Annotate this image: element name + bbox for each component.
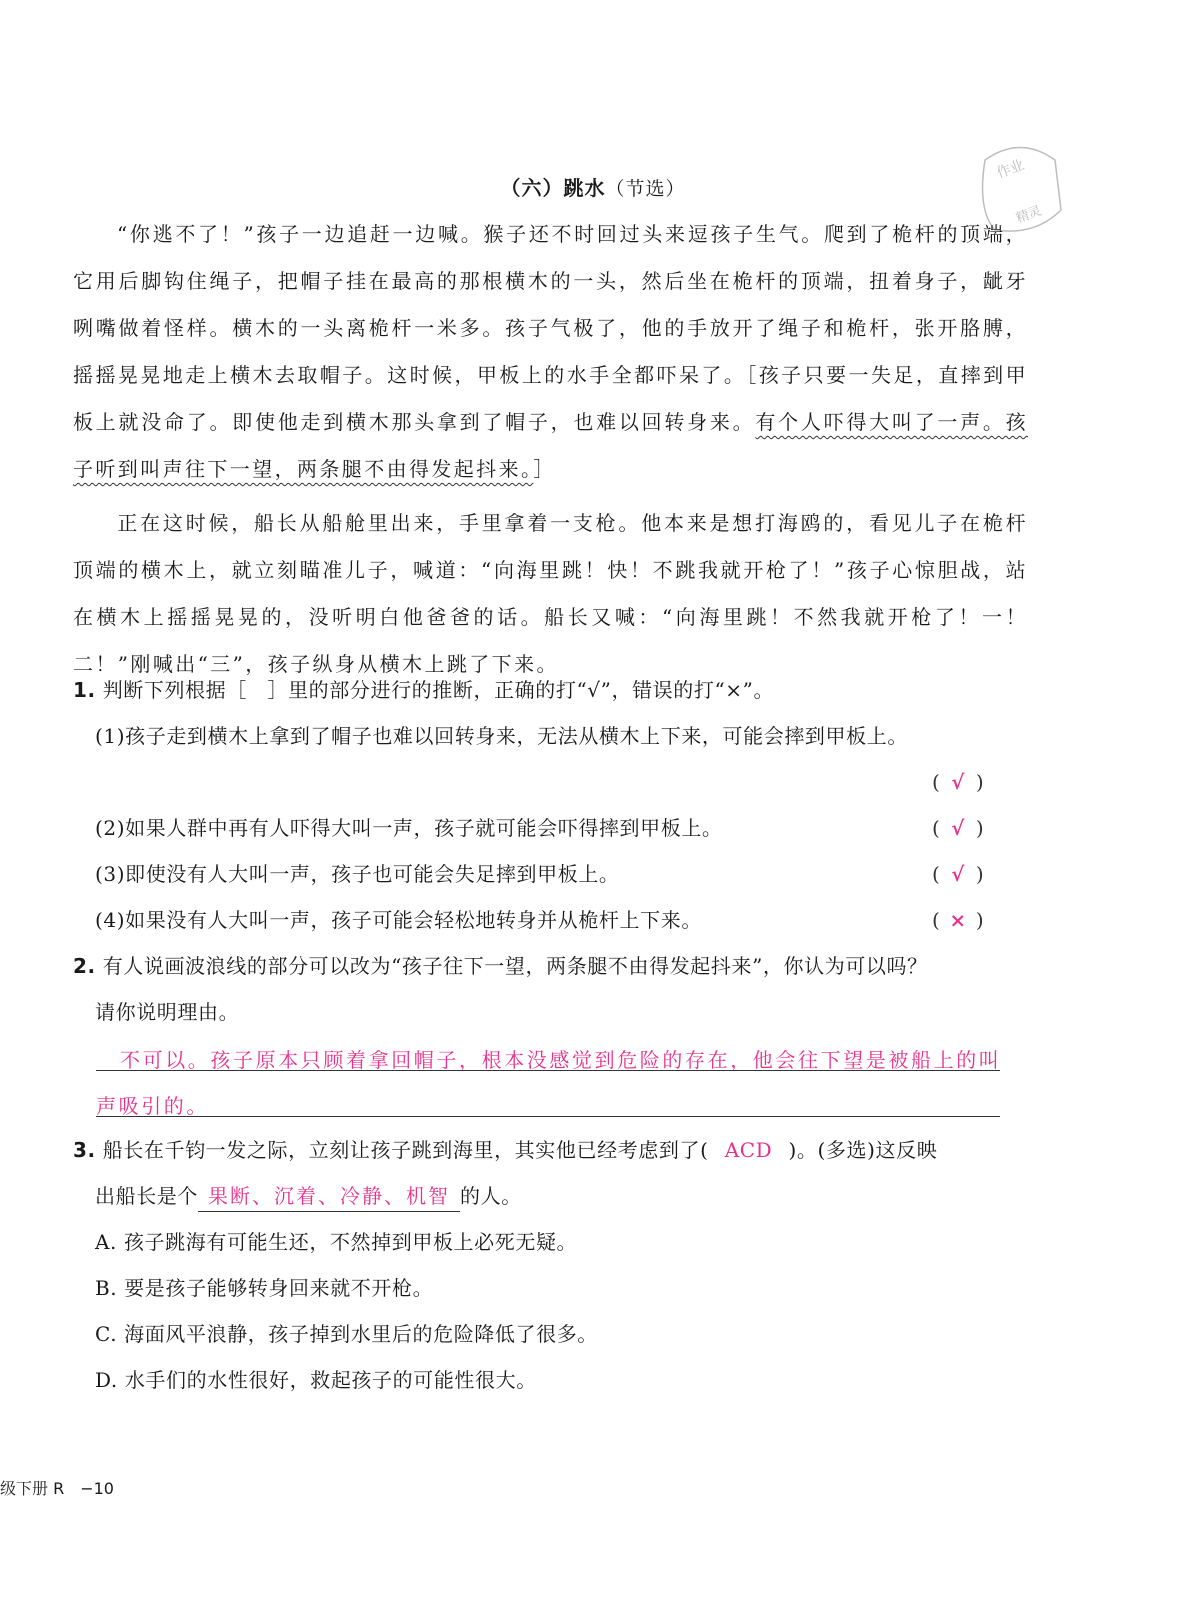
q1-answer-4: ( × )	[932, 905, 984, 935]
question-number: 3.	[73, 1138, 96, 1162]
check-mark: √	[951, 816, 965, 840]
passage-p1-end: ］	[533, 457, 556, 481]
q3-choice-answer: ACD	[724, 1138, 773, 1162]
page-footer: 级下册 R −10	[0, 1479, 114, 1498]
option-c: C. 海面风平浪静，孩子掉到水里后的危险降低了很多。	[95, 1322, 598, 1346]
passage-p2-text: 正在这时候，船长从船舱里出来，手里拿着一支枪。他本来是想打海鸥的，看见儿子在桅杆顶端的横木上，就立刻瞄准儿子，喊道：“向海里跳！快！不跳我就开枪了！”孩子心惊胆战，站在横木上摇摇晃晃的，没听明白他爸爸的话。船长又喊：“向海里跳！不然我就开枪了！一！二！”刚喊出“三”，孩子纵身从横木上跳了下来。	[73, 511, 1028, 676]
q1-item-3: (3)即使没有人大叫一声，孩子也可能会失足摔到甲板上。	[95, 862, 620, 886]
question-number: 2.	[73, 954, 96, 978]
q2-answer-line1: 不可以。孩子原本只顾着拿回帽子，根本没感觉到危险的存在，他会往下望是被船上的叫	[120, 1048, 1002, 1072]
question-2	[73, 951, 928, 981]
question-3-text-a: 船长在千钧一发之际，立刻让孩子跳到海里，其实他已经考虑到了(	[102, 1138, 709, 1162]
svg-text:精灵: 精灵	[1014, 203, 1044, 227]
question-1-text: 判断下列根据［ ］里的部分进行的推断，正确的打“√”，错误的打“×”。	[102, 678, 775, 702]
answer-line	[96, 1070, 1000, 1071]
question-3	[73, 1135, 937, 1165]
option-d: D. 水手们的水性很好，救起孩子的可能性很大。	[95, 1368, 537, 1392]
q1-item-4: (4)如果没有人大叫一声，孩子可能会轻松地转身并从桅杆上下来。	[95, 908, 702, 932]
answer-line	[96, 1116, 1000, 1117]
question-1	[73, 675, 774, 705]
q1-item-1: (1)孩子走到横木上拿到了帽子也难以回转身来，无法从横木上下来，可能会摔到甲板上。	[95, 724, 908, 748]
passage-paragraph-1	[73, 211, 1028, 493]
q2-answer-line2: 声吸引的。	[96, 1094, 209, 1118]
q1-answer-3: ( √ )	[932, 859, 984, 889]
title-main: （六）跳水	[500, 176, 606, 200]
question-3-line2: 出船长是个 果断、沉着、冷静、机智 的人。	[95, 1181, 522, 1212]
svg-text:作业: 作业	[994, 157, 1027, 182]
question-2-text-line2: 请你说明理由。	[95, 1000, 240, 1024]
q1-item-2: (2)如果人群中再有人吓得大叫一声，孩子就可能会吓得摔到甲板上。	[95, 816, 723, 840]
question-number: 1.	[73, 678, 96, 702]
passage-p1-text: “你逃不了！”孩子一边追赶一边喊。猴子还不时回过头来逗孩子生气。爬到了桅杆的顶端，它用后脚钩住绳子，把帽子挂在最高的那根横木的一头，然后坐在桅杆的顶端，扭着身子，龇牙咧嘴做着怪样。横木的一头离桅杆一米多。孩子气极了，他的手放开了绳子和桅杆，张开胳膊，摇摇晃晃地走上横木去取帽子。这时候，甲板上的水手全都吓呆了。［孩子只要一失足，直摔到甲板上就没命了。即使他走到横木那头拿到了帽子，也难以回转身来。	[73, 222, 1028, 434]
q1-answer-2: ( √ )	[932, 813, 984, 843]
cross-mark: ×	[949, 908, 967, 932]
option-b: B. 要是孩子能够转身回来就不开枪。	[95, 1276, 434, 1300]
wavy-underlined-sentence: 有个人吓得大叫了一声。孩子听到叫声往下一望，两条腿不由得发起抖来。	[73, 410, 1028, 481]
option-a: A. 孩子跳海有可能生还，不然掉到甲板上必死无疑。	[95, 1230, 578, 1254]
q3-blank-answer: 果断、沉着、冷静、机智	[198, 1181, 460, 1212]
passage-paragraph-2	[73, 500, 1028, 688]
question-2-text: 有人说画波浪线的部分可以改为“孩子往下一望，两条腿不由得发起抖来”，你认为可以吗？	[102, 954, 928, 978]
question-3-text-b: )。(多选)这反映	[788, 1138, 938, 1162]
title-sub: （节选）	[605, 178, 686, 200]
check-mark: √	[951, 770, 965, 794]
q1-answer-1: ( √ )	[932, 767, 984, 797]
check-mark: √	[951, 862, 965, 886]
page-title	[0, 172, 1186, 201]
